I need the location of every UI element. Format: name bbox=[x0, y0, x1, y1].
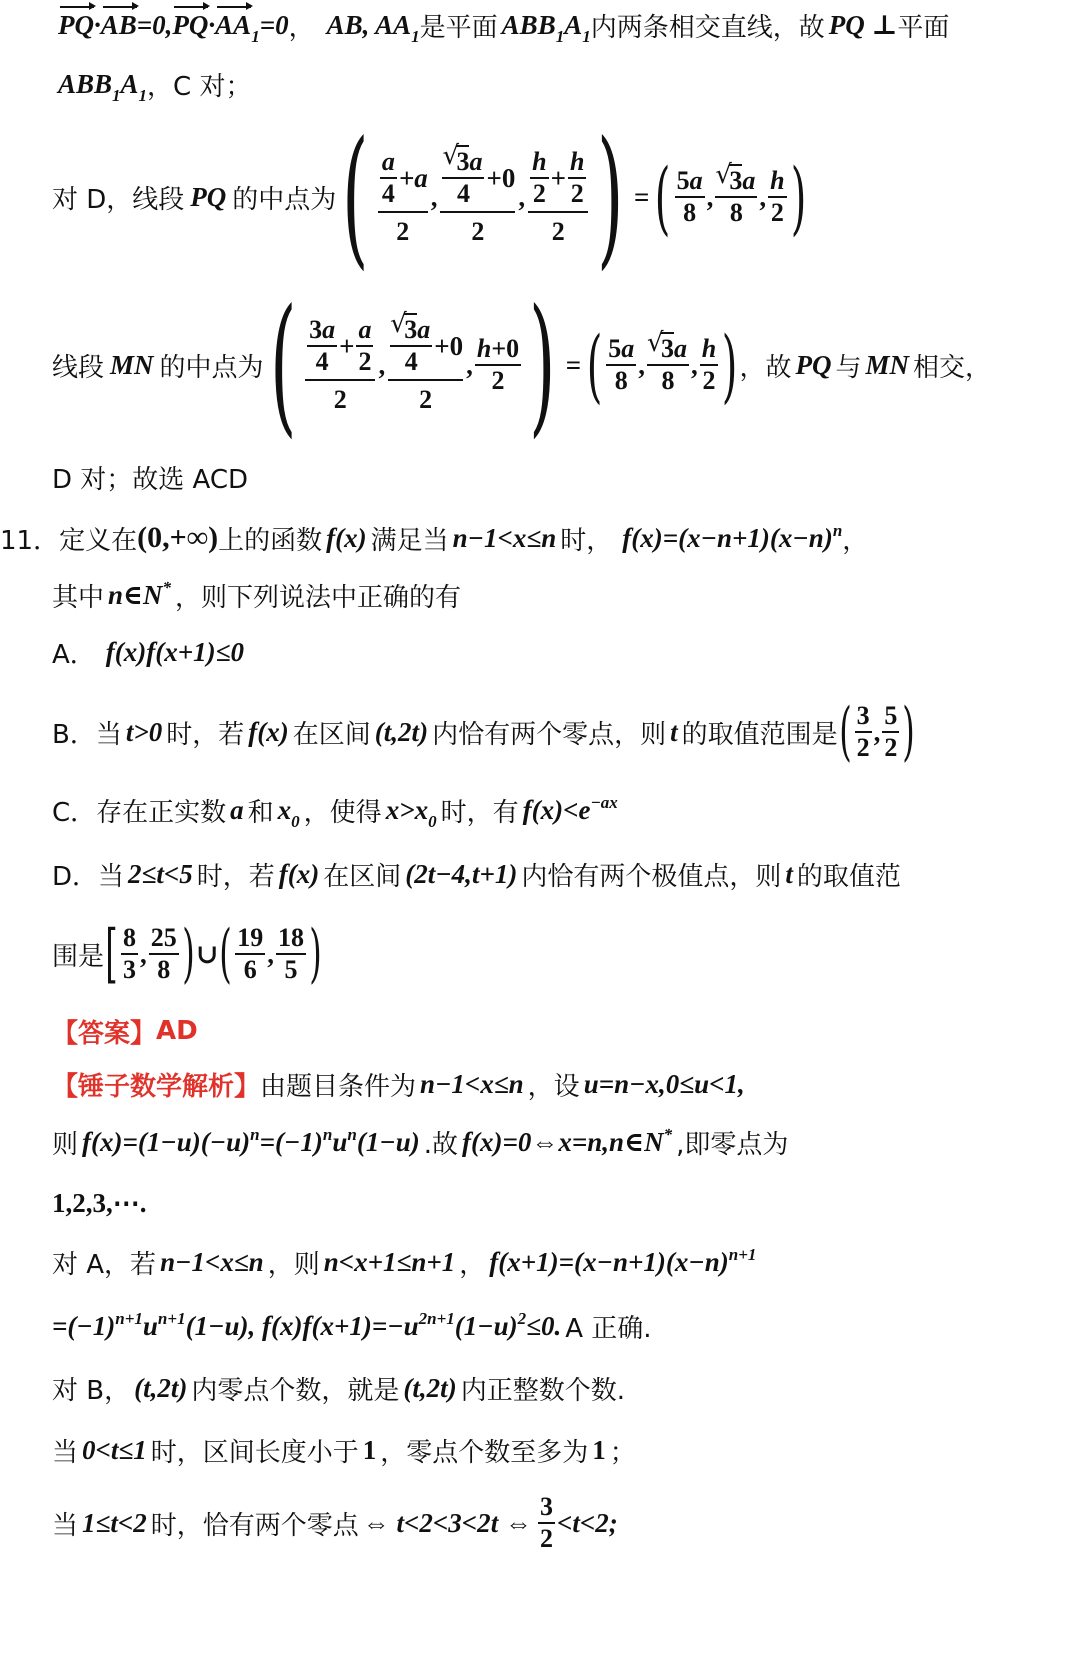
text-segment: ，则下列说法中正确的有 bbox=[175, 582, 462, 613]
line-5-conclusion bbox=[52, 454, 1080, 500]
analysis-line-1: 【锤子数学解析】 由题目条件为 n−1<x≤n ，设 u=n−x,0≤u<1, bbox=[52, 1060, 1080, 1108]
question-11-line-2: 其中 n∈N* ，则下列说法中正确的有 bbox=[52, 577, 462, 613]
line-2 bbox=[58, 60, 1080, 108]
text-segment: 内零点个数，就是 bbox=[191, 1375, 400, 1406]
math-pq: PQ bbox=[190, 181, 227, 212]
analysis-line-8: 当 1≤t<2 时，恰有两个零点 ⇔ t<2<3<2t ⇔ $\frac{3}{2}$ <t<2; bbox=[52, 1492, 618, 1553]
text-segment: 上的函数 bbox=[218, 525, 323, 556]
text-segment: 时，区间长度小于 bbox=[150, 1437, 359, 1468]
option-label: C．存在正实数 bbox=[52, 797, 227, 828]
line-4-midpoint-mn: 线段 MN 的中点为 ( $\frac{3a}{4}$ + $\frac{a}{2}$ 2 , √ $\frac{3a}{4}$ +0 2 , $\frac{h+0}{2}$ ) = ( $\frac{5a}{8}$ , √ $\frac{3a}{8}$ , $\frac{h}{2}$ ) ，故 PQ 与 MN 相交， bbox=[52, 292, 1080, 438]
left-paren: ( bbox=[655, 150, 671, 244]
text-segment: 时，有 bbox=[440, 797, 519, 828]
text-segment: 是平面 bbox=[419, 12, 498, 43]
option-a: A． f(x)f(x+1)≤0 bbox=[52, 626, 1080, 678]
text-segment: 由题目条件为 bbox=[260, 1071, 417, 1102]
answer-value: AD bbox=[156, 1016, 198, 1046]
text-segment: 在区间 bbox=[292, 719, 371, 750]
analysis-line-4: 对 A，若 n−1<x≤n ，则 n<x+1≤n+1 ， $f(x+1)=(x-n+1)(x-n)^{n+1}$ bbox=[52, 1244, 757, 1280]
left-paren: ( bbox=[586, 318, 603, 412]
line-1 bbox=[58, 2, 1080, 48]
text-segment: 围是 bbox=[52, 941, 105, 972]
option-c: C．存在正实数 a 和 $x_0$ ，使得 $x>x_0$ 时，有 $f(x)<e^{-ax}$ bbox=[52, 792, 618, 831]
math-mn: MN bbox=[110, 349, 154, 380]
text-segment: 与 bbox=[835, 352, 862, 383]
text-segment: 的中点为 bbox=[159, 352, 264, 383]
analysis-line-3: 1,2,3,⋯. bbox=[52, 1187, 147, 1218]
text-segment: 时， bbox=[560, 525, 613, 556]
text-segment: 当 bbox=[52, 1510, 79, 1541]
text-segment: ； bbox=[609, 1437, 636, 1468]
text-segment: 相交， bbox=[913, 352, 992, 383]
text-segment: 内恰有两个极值点，则 bbox=[521, 861, 782, 892]
text-segment: 对 A，若 bbox=[52, 1249, 157, 1280]
text-segment: 定义在 bbox=[59, 525, 138, 556]
math-lines: AB, $AA_1$ bbox=[326, 9, 420, 46]
text-segment: 时，若 bbox=[166, 719, 245, 750]
right-paren: ) bbox=[722, 318, 738, 412]
text-segment: ，零点个数至多为 bbox=[380, 1437, 589, 1468]
line-3-midpoint-pq: 对 D，线段 PQ 的中点为 ( $\frac{a}{4}$ +a 2 , √ $\frac{3a}{4}$ +0 2 , $\frac{h}{2}$ + $\frac{h}{2}$ 2 ) = ( $\frac{5a}{8}$ , √ $\frac{3a}{8}$ , $\frac{h}{2}$ ) bbox=[52, 124, 1080, 270]
text-segment: A 正确. bbox=[565, 1313, 652, 1344]
text-segment: ，则 bbox=[267, 1249, 320, 1280]
text-segment: 的中点为 bbox=[232, 184, 337, 215]
question-11-stem: 11． 定义在 (0,+∞) 上的函数 f(x) 满足当 n−1<x≤n 时， $f(x)=(x-n+1)(x-n)^n$ ， bbox=[0, 520, 869, 556]
nested-fraction: √ $\frac{3a}{4}$ +0 2 bbox=[440, 147, 515, 247]
text-segment: 对 B， bbox=[52, 1375, 131, 1406]
text-segment: ,即零点为 bbox=[676, 1129, 789, 1160]
text-segment: 满足当 bbox=[370, 525, 449, 556]
answer-line bbox=[52, 1008, 1080, 1054]
text-segment: 的取值范围是 bbox=[681, 719, 838, 750]
text-segment: 在区间 bbox=[323, 861, 402, 892]
text-segment: 时，恰有两个零点 bbox=[150, 1510, 359, 1541]
option-label: A． bbox=[52, 639, 96, 670]
text-segment: 的取值范 bbox=[796, 861, 901, 892]
math-vector-dot-products: $PQ\cdot AB=0,PQ\cdot AA_1=0$ bbox=[58, 9, 289, 46]
text-segment: 平面 bbox=[897, 12, 950, 43]
text-segment: D 对；故选 ACD bbox=[52, 464, 249, 495]
right-paren: ) bbox=[790, 150, 806, 244]
fraction: $\frac{h+0}{2}$ bbox=[476, 334, 520, 395]
question-number: 11． bbox=[0, 525, 60, 556]
analysis-line-6: 对 B， (t,2t) 内零点个数，就是 (t,2t) 内正整数个数. bbox=[52, 1364, 1080, 1412]
option-d: D．当 2≤t<5 时，若 f(x) 在区间 (2t−4,t+1) 内恰有两个极值点，则 t 的取值范 bbox=[52, 850, 1080, 898]
analysis-line-7: 当 0<t≤1 时，区间长度小于 1 ，零点个数至多为 1 ； bbox=[52, 1426, 1080, 1474]
right-paren: ) bbox=[529, 278, 556, 452]
math-plane: $ABB_1A_1$ bbox=[501, 9, 591, 46]
text-segment: ，使得 bbox=[303, 797, 382, 828]
analysis-line-5: $=(-1)^{n+1}u^{n+1}(1-u)$, $f(x)f(x+1)=-u^{2n+1}(1-u)^2\le 0$. A 正确. bbox=[52, 1308, 652, 1344]
text-segment: 和 bbox=[247, 797, 274, 828]
text-segment: 对 D，线段 bbox=[52, 184, 185, 215]
text-segment: ， bbox=[459, 1249, 486, 1280]
text-segment: 线段 bbox=[52, 352, 105, 383]
text-segment: .故 bbox=[423, 1129, 458, 1160]
text-segment: 则 bbox=[52, 1129, 79, 1160]
option-label: D．当 bbox=[52, 861, 125, 892]
option-b: B．当 t>0 时，若 f(x) 在区间 (t,2t) 内恰有两个零点，则 t 的取值范围是 ( $\frac{3}{2}$ , $\frac{5}{2}$ ) bbox=[52, 695, 916, 769]
nested-fraction: $\frac{a}{4}$ +a 2 bbox=[378, 147, 428, 247]
text-segment: 当 bbox=[52, 1437, 79, 1468]
math-perp: PQ ⊥ bbox=[828, 9, 898, 40]
left-paren: ( bbox=[269, 278, 296, 452]
text-segment: ， bbox=[288, 12, 315, 43]
analysis-line-2: 则 $f(x)=(1-u)(-u)^n=(-1)^nu^n(1-u)$ .故 f(x)=0⇔x=n,n∈N* ,即零点为 bbox=[52, 1124, 789, 1160]
nested-fraction: √ $\frac{3a}{4}$ +0 2 bbox=[388, 315, 463, 415]
left-paren: ( bbox=[342, 110, 369, 284]
math-plane: $ABB_1A_1$ bbox=[58, 68, 148, 105]
text-segment: ，C 对； bbox=[147, 71, 252, 102]
text-segment: 其中 bbox=[52, 582, 105, 613]
text-segment: ，故 bbox=[739, 352, 792, 383]
option-d-line-2: 围是 [ $\frac{8}{3}$ , $\frac{25}{8}$ ) ∪ ( $\frac{19}{6}$ , $\frac{18}{5}$ ) bbox=[52, 917, 322, 991]
nested-fraction: $\frac{h}{2}$ + $\frac{h}{2}$ 2 bbox=[528, 147, 588, 247]
text-segment: 时，若 bbox=[196, 861, 275, 892]
analysis-tag: 【锤子数学解析】 bbox=[52, 1071, 261, 1102]
answer-tag: 【答案】 bbox=[52, 1018, 157, 1049]
text-segment: 内两条相交直线，故 bbox=[590, 12, 825, 43]
option-label: B．当 bbox=[52, 719, 122, 750]
text-segment: 内正整数个数. bbox=[460, 1375, 625, 1406]
text-segment: ， bbox=[842, 525, 869, 556]
text-segment: 内恰有两个零点，则 bbox=[432, 719, 667, 750]
text-segment: ，设 bbox=[527, 1071, 580, 1102]
right-paren: ) bbox=[597, 110, 624, 284]
nested-fraction: $\frac{3a}{4}$ + $\frac{a}{2}$ 2 bbox=[305, 315, 375, 415]
